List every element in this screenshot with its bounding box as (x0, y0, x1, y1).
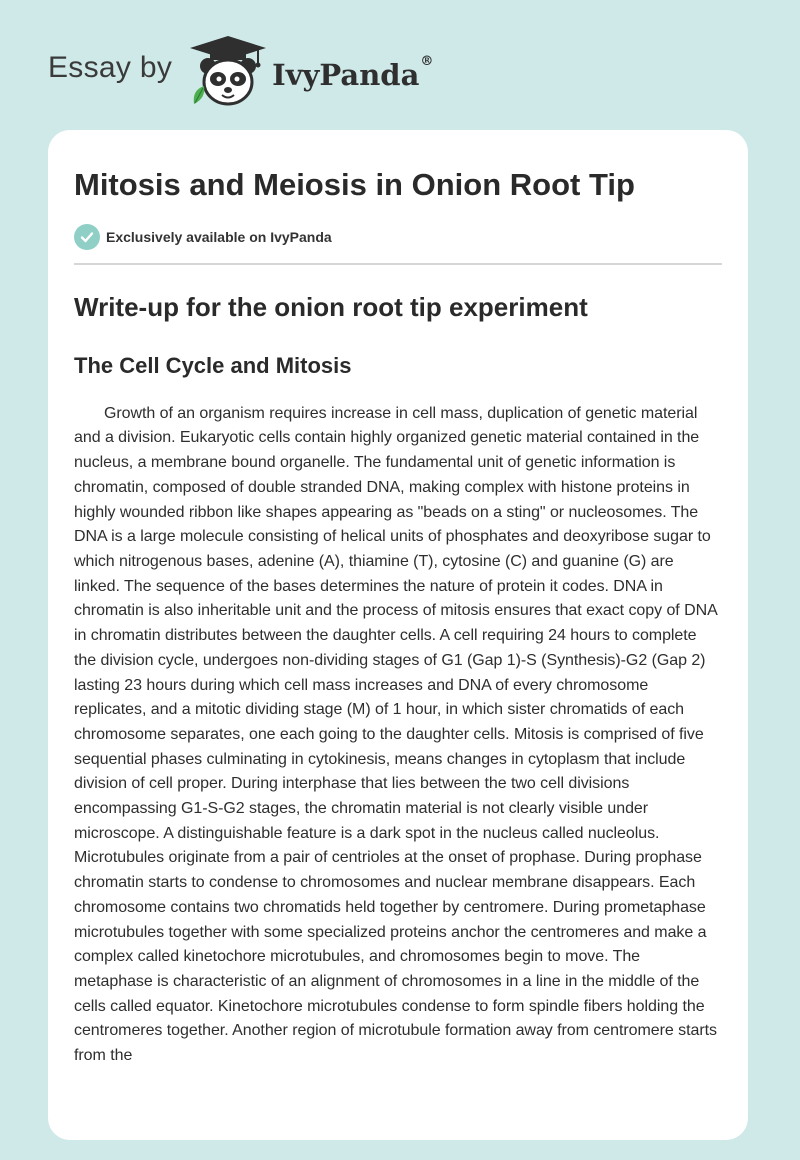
divider (74, 263, 722, 265)
brand-prefix: Essay by (48, 51, 173, 84)
exclusive-label: Exclusively available on IvyPanda (106, 229, 332, 246)
check-circle-icon (74, 224, 100, 250)
brand-name: IvyPanda® (272, 54, 434, 92)
registered-mark: ® (420, 54, 434, 69)
exclusive-badge-row (74, 223, 722, 251)
essay-card (48, 130, 748, 1140)
page-title: Mitosis and Meiosis in Onion Root Tip (74, 167, 635, 202)
panda-graduate-logo-icon (188, 34, 268, 110)
subsection-heading: The Cell Cycle and Mitosis (74, 353, 352, 379)
section-heading: Write-up for the onion root tip experiment (74, 292, 588, 323)
body-paragraph: Growth of an organism requires increase in cell mass, duplication of genetic material and a division. Eukaryotic cells contain highly organized genetic material contained in the nucleus, a membrane bound organelle. The fundamental unit of genetic information is chromatin, composed of double stranded DNA, making complex with histone proteins in highly wounded ribbon like shapes appearing as "beads on a sting" or nucleosomes. The DNA is a large molecule consisting of helical units of phosphates and deoxyribose sugar to which nitrogenous bases, adenine (A), thiamine (T), cytosine (C) and guanine (G) are linked. The sequence of the bases determines the nature of protein it codes. DNA in chromatin is also inheritable unit and the process of mitosis ensures that exact copy of DNA in chromatin distributes between the daughter cells. A cell requiring 24 hours to complete the division cycle, undergoes non-dividing stages of G1 (Gap 1)-S (Synthesis)-G2 (Gap 2) lasting 23 hours during which cell mass increases and DNA of every chromosome replicates, and a mitotic dividing stage (M) of 1 hour, in which sister chromatids of each chromosome separates, one each going to the daughter cells. Mitosis is comprised of five sequential phases culminating in cytokinesis, means changes in cytoplasm that include division of cell proper. During interphase that lies between the two cell divisions encompassing G1-S-G2 stages, the chromatin material is not clearly visible under microscope. A distinguishable feature is a dark spot in the nucleus called nucleolus. Microtubules originate from a pair of centrioles at the onset of prophase. During prophase chromatin starts to condense to chromosomes and nuclear membrane disappears. Each chromosome contains two chromatids held together by centromere. During prometaphase microtubules together with some specialized proteins anchor the centromeres and make a complex called kinetochore microtubules, and chromosomes begin to move. The metaphase is characteristic of an alignment of chromosomes in a line in the middle of the cells called equator. Kinetochore microtubules condense to form spindle fibers holding the centromeres together. Another region of microtubule formation away from centromere starts from the (74, 404, 717, 1065)
brand-header[interactable] (48, 34, 433, 110)
